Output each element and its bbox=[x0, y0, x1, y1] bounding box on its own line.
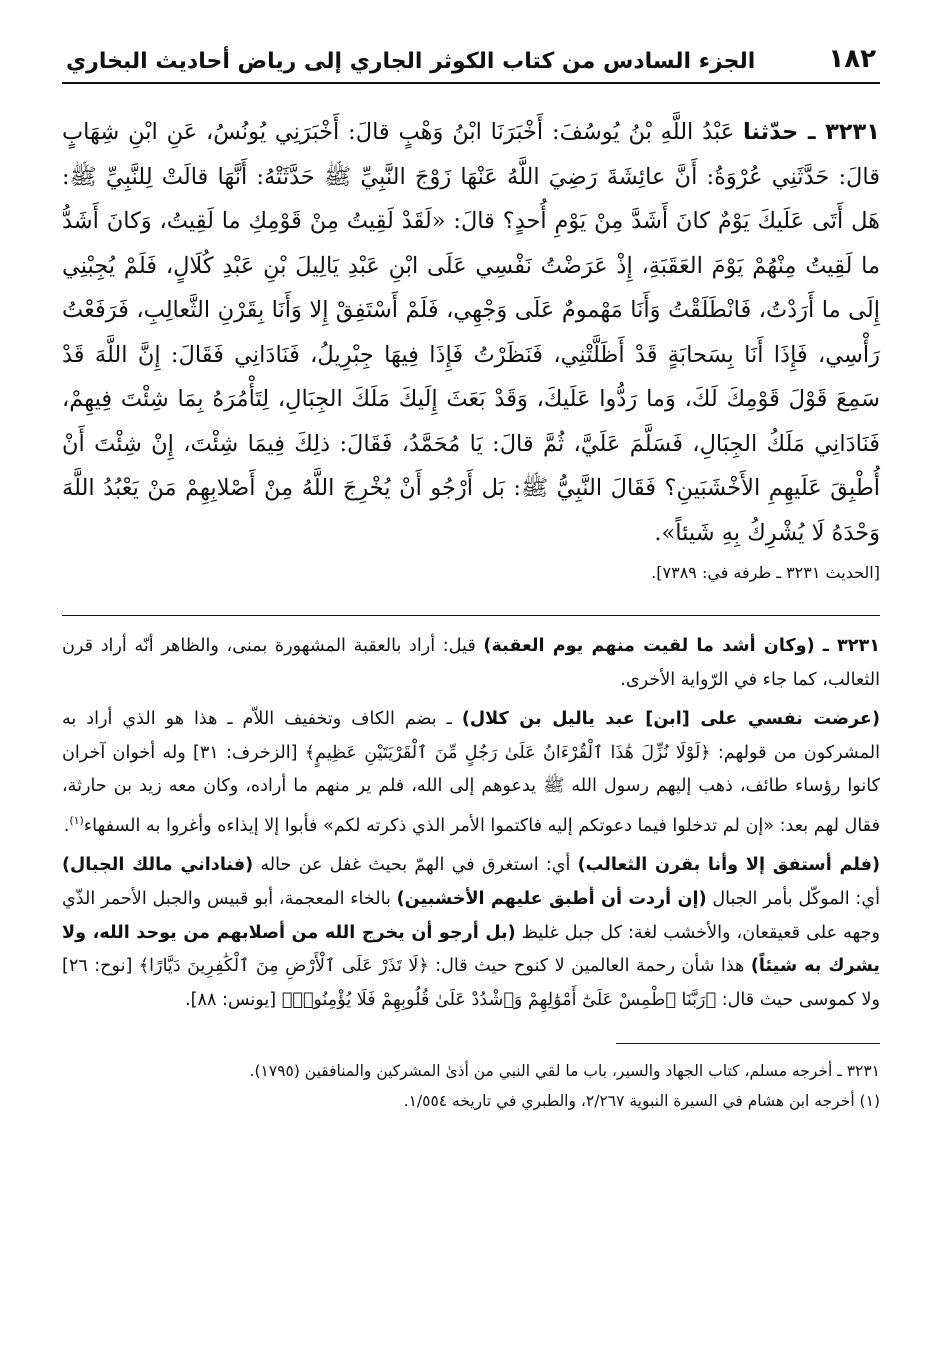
footnotes bbox=[62, 1056, 880, 1116]
page bbox=[62, 40, 880, 1116]
commentary-paragraph-2 bbox=[62, 703, 880, 843]
commentary-text: هذا شأن رحمة العالمين لا كنوح حيث قال: bbox=[428, 956, 751, 977]
commentary-text: ـ بضم الكاف وتخفيف اللاّم ـ هذا هو الذي أراد به المشركون من قولهم: bbox=[62, 709, 880, 763]
commentary-text: . bbox=[63, 815, 70, 836]
hadith-text bbox=[62, 110, 880, 555]
quran-quote: ﴿لَا تَذَرْ عَلَى ٱلْأَرْضِ مِنَ ٱلْكَٰفِرِينَ دَيَّارًا﴾ bbox=[138, 956, 429, 977]
hadith-body: عَبْدُ اللَّهِ بْنُ يُوسُفَ: أَخْبَرَنَا ابْنُ وَهْبٍ قالَ: أَخْبَرَنِي يُونُسُ، عَنِ ابْنِ شِهَابٍ قالَ: حَدَّثَنِي عُرْوَةُ: أَنَّ عائِشَةَ رَضِيَ اللَّهُ عَنْهَا زَوْجَ النَّبِيِّ ﷺ حَدَّثَتْهُ: أَنَّهَا قالَتْ لِلنَّبِيِّ ﷺ: هَل أَتَى عَلَيكَ يَوْمٌ كانَ أَشَدَّ مِنْ يَوْمِ أُحدٍ؟ قالَ: «لَقَدْ لَقِيتُ مِنْ قَوْمِكِ ما لَقِيتُ، وَكانَ أَشَدُّ ما لَقِيتُ مِنْهُمْ يَوْمَ العَقَبَةِ، إِذْ عَرَضْتُ نَفْسِي عَلَى ابْنِ عَبْدِ يَالِيلَ بْنِ عَبْدِ كُلَالٍ، فَلَمْ يُجِبْنِي إِلَى ما أَرَدْتُ، فَانْطَلَقْتُ وَأَنَا مَهْمومٌ عَلَى وَجْهِي، فَلَمْ أَسْتَفِقْ إِلا وَأَنَا بِقَرْنِ الثَّعالِبِ، فَرَفَعْتُ رَأْسِي، فَإِذَا أَنَا بِسَحابَةٍ قَدْ أَظَلَّتْنِي، فَنَظَرْتُ فَإِذَا فِيهَا جِبْرِيلُ، فَنَادَانِي فَقَالَ: إِنَّ اللَّهَ قَدْ سَمِعَ قَوْلَ قَوْمِكَ لَكَ، وَما رَدُّوا عَلَيكَ، وَقَدْ بَعَثَ إِلَيكَ مَلَكَ الجِبَالِ، لِتَأْمُرَهُ بِمَا شِئْتَ فِيهِمْ، فَنَادَانِي مَلَكُ الجِبَالِ، فَسَلَّمَ عَلَيَّ، ثُمَّ قالَ: يَا مُحَمَّدُ، فَقَالَ: ذلِكَ فِيمَا شِئْتَ، إِنْ شِئْتَ أَنْ أُطْبِقَ عَلَيهِمِ الأَخْشَبَينِ؟ فَقَالَ النَّبِيُّ ﷺ: بَل أَرْجُو أَنْ يُخْرِجَ اللَّهُ مِنْ أَصْلابِهِمْ مَنْ يَعْبُدُ اللَّهَ وَحْدَهُ لَا يُشْرِكُ بِهِ شَيئاً». bbox=[62, 119, 880, 546]
book-title: الجزء السادس من كتاب الكوثر الجاري إلى رياض أحاديث البخاري bbox=[66, 49, 756, 74]
quran-quote: ﴿رَبَّنَا ٱطْمِسْ عَلَىٰٓ أَمْوَٰلِهِمْ وَٱشْدُدْ عَلَىٰ قُلُوبِهِمْ فَلَا يُؤْمِنُوا۟﴾ bbox=[281, 989, 717, 1010]
commentary-heading: (فناداني مالك الجبال) bbox=[62, 855, 254, 876]
footnote-separator bbox=[616, 1043, 880, 1044]
commentary-text: قيل: أراد بالعقبة المشهورة بمنى، والظاهر أنّه أراد قرن الثعالب، كما جاء في الرّواية الأخرى. bbox=[62, 636, 880, 690]
commentary-heading: (إن أردت أن أطبق عليهم الأخشبين) bbox=[396, 889, 707, 910]
commentary-heading: (عرضت نفسي على [ابن] عبد ياليل بن كلال) bbox=[461, 709, 880, 730]
commentary-heading: (فلم أستفق إلا وأنا بقرن الثعالب) bbox=[577, 855, 881, 876]
quran-quote: ﴿لَوْلَا نُزِّلَ هَٰذَا ٱلْقُرْءَانُ عَلَىٰ رَجُلٍ مِّنَ ٱلْقَرْيَتَيْنِ عَظِيمٍ﴾ bbox=[304, 742, 711, 763]
footnote-marker[interactable]: (١) bbox=[69, 813, 84, 827]
footnote-2: (١) أخرجه ابن هشام في السيرة النبوية ٢/٢٦٧، والطبري في تاريخه ١/٥٥٤. bbox=[403, 1092, 880, 1111]
commentary-text: [يونس: ٨٨]. bbox=[185, 989, 282, 1010]
page-number: ١٨٢ bbox=[828, 44, 876, 74]
commentary bbox=[62, 630, 880, 1017]
commentary-text: أي: استغرق في الهمّ بحيث غفل عن حاله bbox=[253, 855, 578, 876]
hadith-reference: [الحديث ٣٢٣١ ـ طرفه في: ٧٣٨٩]. bbox=[651, 563, 880, 582]
hadith-number: ٣٢٣١ ـ حدّثنا bbox=[743, 119, 880, 145]
section-separator bbox=[62, 615, 880, 616]
commentary-text: [نوح: ٢٦] ولا كموسى حيث قال: bbox=[62, 956, 880, 1010]
commentary-text: [الزخرف: ٣١] وله أخوان آخران كانوا رؤساء طائف، ذهب إليهم رسول الله ﷺ يدعوهم إلى الله، فلم ير منهم ما أراده، وكان معه زيد بن حارثة، فقال لهم بعد: «إن لم تدخلوا فيما دعوتكم إليه فاكتموا الأمر الذي ذكرته لكم» فأبوا إلا إيذاءه وأغروا به السفهاء bbox=[62, 742, 880, 836]
commentary-paragraph-3 bbox=[62, 849, 880, 1017]
commentary-heading: (بل أرجو أن يخرج الله من أصلابهم من يوحد الله، ولا يشرك به شيئاً) bbox=[62, 922, 880, 977]
commentary-paragraph-1 bbox=[62, 630, 880, 697]
footnote-1: ٣٢٣١ ـ أخرجه مسلم، كتاب الجهاد والسير، باب ما لقي النبي من أذىٰ المشركين والمنافقين (١٧٩٥). bbox=[249, 1062, 880, 1081]
commentary-text: بالخاء المعجمة، أبو قبيس والجبل الأحمر الذّي وجهه على قعيقعان، والأخشب لغة: كل جبل غليظ bbox=[62, 889, 880, 943]
commentary-text: أي: الموكّل بأمر الجبال bbox=[706, 889, 880, 910]
running-header bbox=[62, 40, 880, 84]
commentary-heading: ٣٢٣١ ـ (وكان أشد ما لقيت منهم يوم العقبة) bbox=[483, 636, 880, 656]
